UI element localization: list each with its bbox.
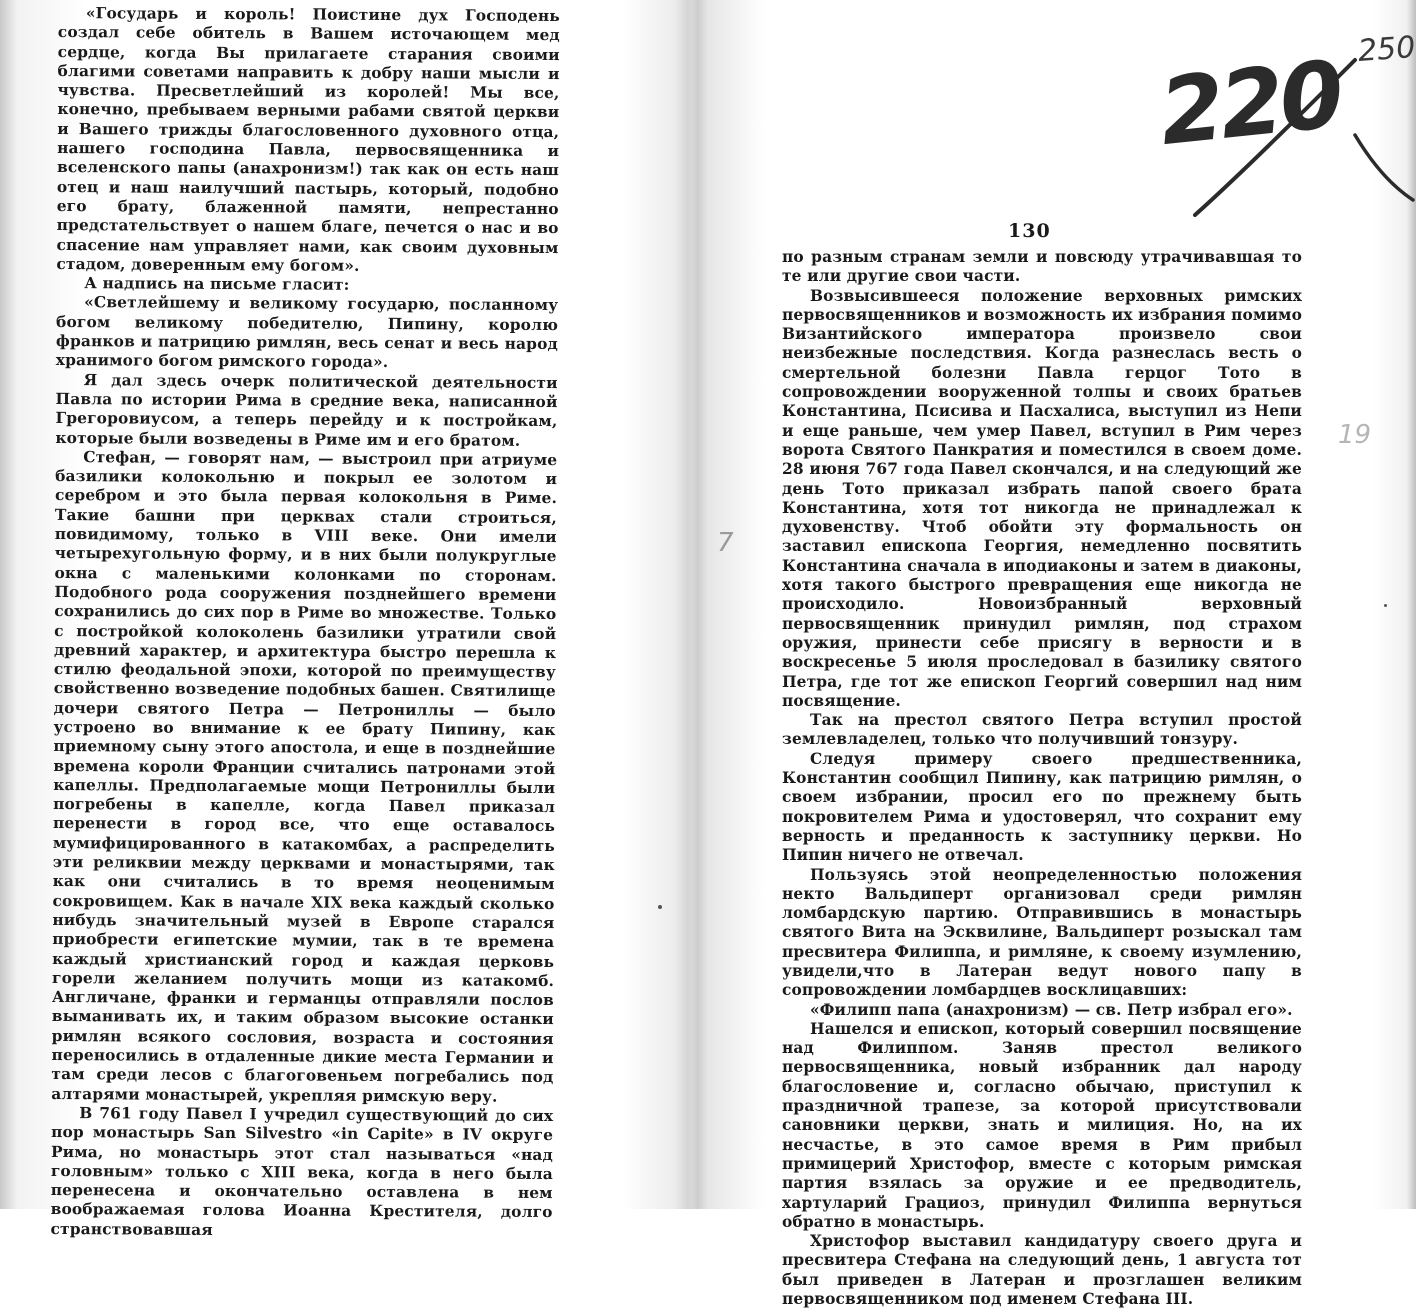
left-paragraph: В 761 году Павел I учредил существующий до сих пор монастырь San Silvestro «in Capite» в IV округе Рима, но монастырь этот стал называться «над головным» только с XIII века, когда в него была перенесена и окончательно оставлена в нем воображаемая голова Иоанна Крестителя, долго странствовавшая — [50, 1104, 554, 1239]
right-paragraph: Христофор выставил кандидатуру своего друга и пресвитера Стефана на следующий день, 1 августа тот был приведен в Латеран и прозглашен великим первосвященником под именем Стефана III. — [782, 1232, 1302, 1309]
left-paragraph: Я дал здесь очерк политической деятельности Павла по истории Рима в средние века, написанной Грегоровиусом, а теперь перейду и к постройкам, которые были возведены в Риме им и его братом. — [55, 370, 558, 450]
left-paragraph: А надпись на письме гласит: — [84, 274, 350, 294]
left-paragraph: Стефан, — говорят нам, — выстроил при атриуме базилики колокольню и покрыл ее золотом и серебром и это была первая колокольня в Риме. Такие башни при церквах стали строиться, повидимому, только в VIII веке. Они имели четырехугольную форму, и в них были полукруглые окна с маленькими колонками по сторонам. Подобного рода сооружения позднейшего времени сохранились до сих пор в Риме во множестве. Только с постройкой колоколень базилики утратили свой древний характер, и архитектура быстро перешла к стилю феодальной эпохи, которой по преимуществу свойственно возведение подобных башен. Святилище дочери святого Петра — Петрониллы — было устроено во внимание к ее брату Пипину, как приемному сыну этого апостола, и еще в позднейшие времена короли Франции считались патронами этой капеллы. Предполагаемые мощи Петрониллы были погребены в капелле, когда Павел приказал перенести в город все, что еще оставалось мумифицированного в катакомбах, а распределить эти реликвии между церквами и монастырями, так как они считались в то время неоценимым сокровищем. Как в начале XIX века каждый сколько нибудь значительный музей в Европе старался приобрести египетские мумии, так в те времена каждый христианский город и каждая церковь горели желанием получить мощи из катакомб. Англичане, франки и германцы отправляли послов выманивать их, и таким образом высокие останки римлян всякого сословия, возраста и состояния переносились в отдаленные дикие места Германии и там среди лесов с благоговеньем погребались под алтарями монастырей, укрепляя римскую веру. — [51, 447, 558, 1106]
left-page-edge — [0, 0, 18, 1209]
left-page-text — [50, 4, 560, 1242]
page-number: 130 — [1008, 220, 1051, 242]
right-paragraph: Так на престол святого Петра вступил простой землевладелец, только что получивший тонзуру. — [782, 711, 1302, 749]
handwritten-margin-note-left: 7 — [717, 528, 734, 558]
margin-dot-mark — [1384, 604, 1387, 607]
book-gutter — [674, 0, 704, 1209]
right-paragraph: Следуя примеру своего предшественника, Константин сообщил Пипину, как патрицию римлян, о своем избрании, просил его по прежнему быть покровителем Рима и удостоверял, что сохранит ему верность и преданность к заступнику церкви. Но Пипин ничего не отвечал. — [782, 749, 1302, 865]
margin-dot-mark — [658, 905, 662, 909]
handwritten-margin-note-right: 19 — [1338, 420, 1372, 450]
right-paragraph: «Филипп папа (анахронизм) — св. Петр избрал его». — [810, 1000, 1293, 1019]
right-paragraph: Возвысившееся положение верховных римских первосвященников и возможность их избрания помимо Византийского императора произвело свои неизбежные последствия. Когда разнеслась весть о смертельной болезни Павла герцог Тото в сопровождении вооруженной толпы и своих братьев Константина, Псисива и Пасхалиса, выступил из Непи и еще раньше, чем умер Павел, вступил в Рим через ворота Святого Панкратия и поместился в своем доме. 28 июня 767 года Павел скончался, и на следующий же день Тото приказал избрать папой своего брата Константина, хотя тот никогда не принадлежал к духовенству. Чтоб обойти эту формальность он заставил епископа Георгия, немедленно посвятить Константина сначала в иподиаконы и затем в диаконы, хотя такого быстрого превращения еще никогда не происходило. Новоизбранный верховный первосвященник принудил римлян, под страхом оружия, принести себе присягу в верности и в воскресенье 5 июля проследовал в базилику святого Петра, где тот же епископ Георгий совершил над ним посвящение. — [782, 286, 1302, 710]
right-paragraph: по разным странам земли и повсюду утрачивавшая то те или другие свои части. — [782, 248, 1302, 286]
handwritten-folio-number: 220 — [1154, 40, 1346, 167]
left-paragraph: «Государь и король! Поистине дух Господень создал себе обитель в Вашем источающем мед сердце, когда Вы прилагаете старания своими благими советами направить к добру наши мысли и чувства. Пресветлейший из королей! Мы все, конечно, пребываем верными рабами святой церкви и Вашего трижды благословенного духовного отца, нашего господина Павла, первосвященника и вселенского папы (анахронизм!) так как он есть наш отец и наш наилучший пастырь, который, подобно его брату, блаженной памяти, непрестанно предстательствует о нашем благе, печется о нас и во спасение нам управляет нами, как своим духовным стадом, доверенным ему богом». — [56, 4, 560, 275]
right-paragraph: Пользуясь этой неопределенностью положения некто Вальдиперт организовал среди римлян ломбардскую партию. Отправившись в монастырь святого Вита на Эсквилине, Вальдиперт розыскал там пресвитера Филиппа, и римляне, к своему изумлению, увидели,что в Латеран ведут нового папу в сопровождении ломбардцев восклицавших: — [782, 865, 1302, 1000]
right-paragraph: Нашелся и епископ, который совершил посвящение над Филиппом. Заняв престол великого первосвященника, новый избранник дал народу благословение и, согласно обычаю, приступил к праздничной трапезе, за которой присутствовали сановники церкви, знать и милиция. Но, на их несчастье, в это самое время в Рим прибыл примицерий Христофор, вместе с которым римская партия взялась за оружие и ее предводитель, хартуларий Грациоз, принудил Филиппа вернуться обратно в монастырь. — [782, 1019, 1302, 1231]
right-page-text — [782, 248, 1302, 1309]
handwritten-folio-alt: 250 — [1356, 30, 1416, 69]
left-paragraph: «Светлейшему и великому государю, посланному богом великому победителю, Пипину, королю франков и патрицию римлян, весь сенат и весь народ хранимого богом римского города». — [55, 293, 559, 372]
